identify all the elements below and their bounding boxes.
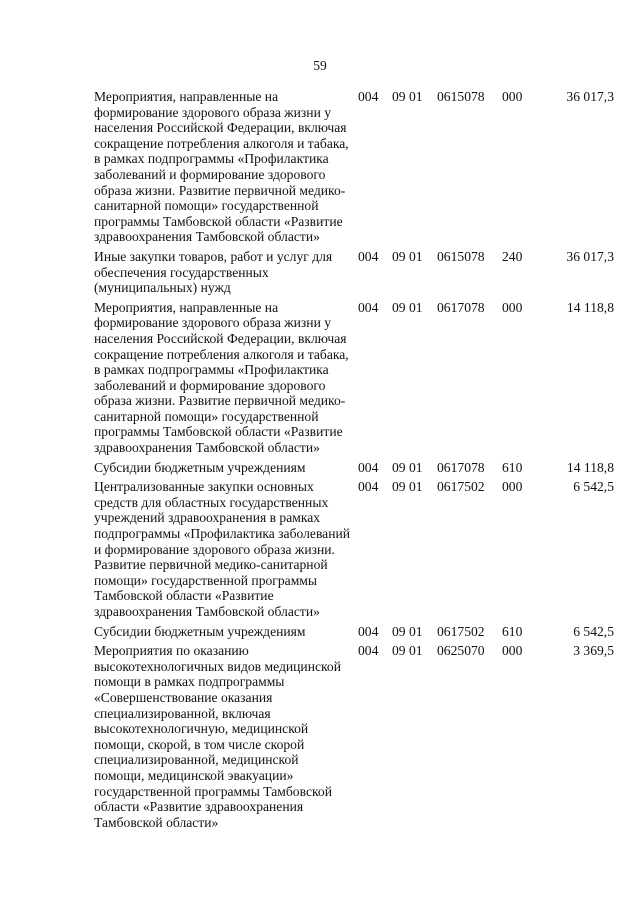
expense-kind-code: 000 [502,299,523,315]
amount-value: 6 542,5 [573,623,614,639]
target-article-code: 0617502 [437,479,485,495]
expense-kind-code: 000 [502,643,523,659]
expense-kind-code: 000 [502,89,523,104]
table-row [94,460,614,480]
section-code: 09 01 [392,459,423,475]
ministry-code: 004 [358,299,379,315]
expense-kind-code: 240 [502,248,523,264]
expense-name: Мероприятия, направленные на формирование здорового образа жизни у населения Российской Федерации, включая сокращение потребления алкоголя и табака, в рамках подпрограммы «Профилактика заболеваний и формирование здорового образа жизни. Развитие первичной медико-санитарной помощи» государственной программы Тамбовской области «Развитие здравоохранения Тамбовской области» [94,89,349,245]
table-row [94,300,614,460]
ministry-code: 004 [358,643,379,659]
section-code: 09 01 [392,479,423,495]
amount-value: 6 542,5 [573,479,614,495]
amount-value: 14 118,8 [566,459,614,475]
table-row [94,249,614,300]
budget-table [94,89,614,834]
target-article-code: 0615078 [437,248,485,264]
ministry-code: 004 [358,248,379,264]
amount-value: 14 118,8 [566,299,614,315]
target-article-code: 0617078 [437,459,485,475]
expense-kind-code: 000 [502,479,523,495]
amount-value: 36 017,3 [566,248,614,264]
target-article-code: 0617502 [437,623,485,639]
section-code: 09 01 [392,89,423,104]
section-code: 09 01 [392,643,423,659]
expense-kind-code: 610 [502,459,523,475]
section-code: 09 01 [392,623,423,639]
amount-value: 3 369,5 [573,643,614,659]
expense-name: Мероприятия по оказанию высокотехнологичных видов медицинской помощи в рамках подпрограммы «Совершенствование оказания специализированной, включая высокотехнологичную, медицинской помощи, скорой, в том числе скорой специализированной, медицинской помощи, медицинской эвакуации» государственной программы Тамбовской области «Развитие здравоохранения Тамбовской области» [94,643,341,830]
expense-name: Иные закупки товаров, работ и услуг для обеспечения государственных (муниципальных) нужд [94,248,333,296]
target-article-code: 0625070 [437,643,485,659]
expense-kind-code: 610 [502,623,523,639]
expense-name: Централизованные закупки основных средств для областных государственных учреждений здравоохранения в рамках подпрограммы «Профилактика заболеваний и формирование здорового образа жизни. Развитие первичной медико-санитарной помощи» государственной программы Тамбовской области «Развитие здравоохранения Тамбовской области» [94,479,351,619]
table-row [94,479,614,623]
ministry-code: 004 [358,479,379,495]
target-article-code: 0615078 [437,89,485,104]
target-article-code: 0617078 [437,299,485,315]
expense-name: Субсидии бюджетным учреждениям [94,459,306,475]
section-code: 09 01 [392,299,423,315]
section-code: 09 01 [392,248,423,264]
expense-name: Субсидии бюджетным учреждениям [94,623,306,639]
ministry-code: 004 [358,623,379,639]
table-row [94,643,614,834]
table-row [94,624,614,644]
amount-value: 36 017,3 [566,89,614,104]
page-number: 59 [313,58,327,73]
table-row [94,89,614,249]
ministry-code: 004 [358,459,379,475]
expense-name: Мероприятия, направленные на формирование здорового образа жизни у населения Российской Федерации, включая сокращение потребления алкоголя и табака, в рамках подпрограммы «Профилактика заболеваний и формирование здорового образа жизни. Развитие первичной медико-санитарной помощи» государственной программы Тамбовской области «Развитие здравоохранения Тамбовской области» [94,299,349,456]
ministry-code: 004 [358,89,379,104]
